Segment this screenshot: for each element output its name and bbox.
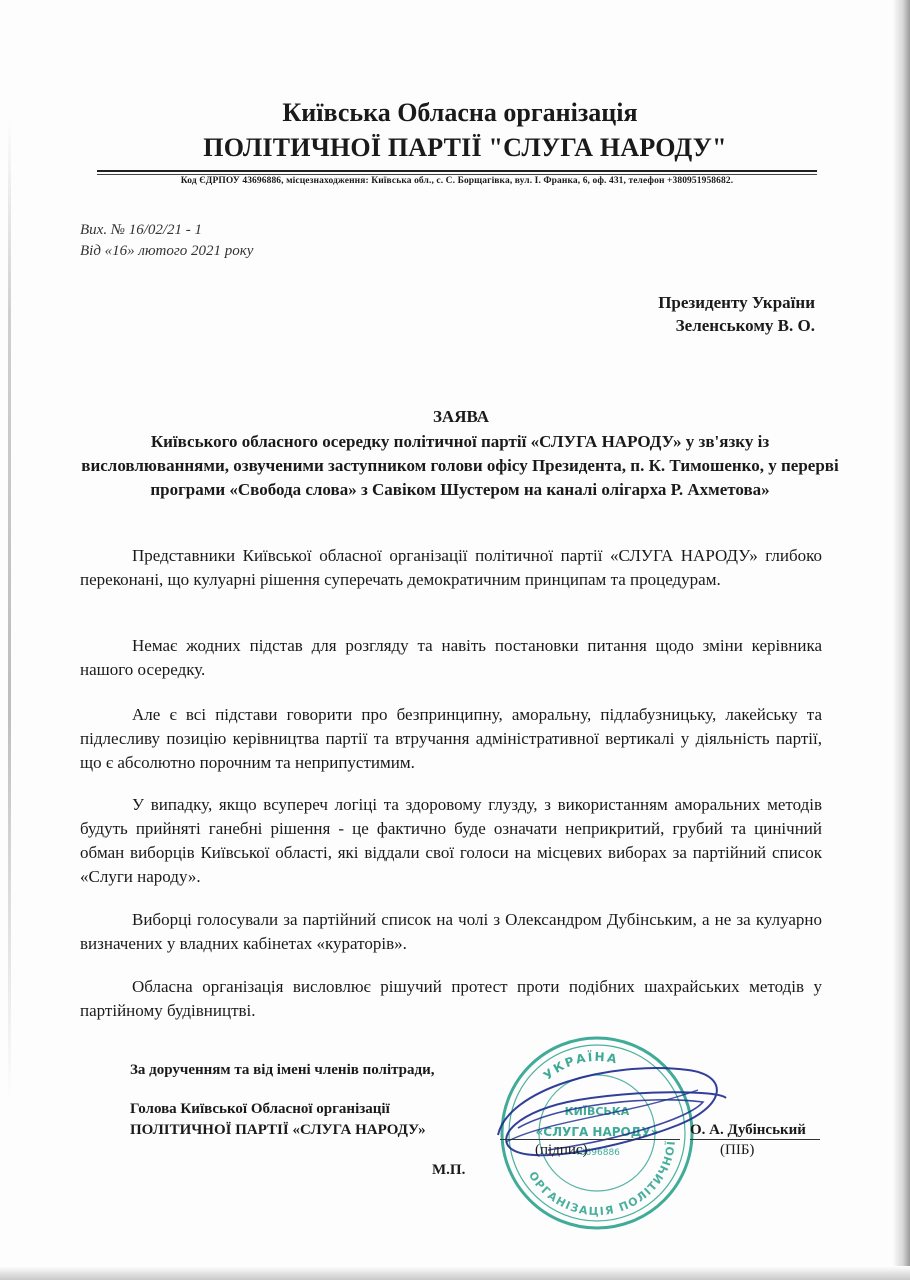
- stamp-bottom-text: ОРГАНІЗАЦІЯ ПОЛІТИЧНОЇ: [525, 1139, 678, 1219]
- letterhead-details: Код ЄДРПОУ 43696886, місцезнаходження: Київська обл., с. С. Борщагівка, вул. І. Франка, 6, оф. 431, телефон +380951958682.: [180, 176, 734, 186]
- stamp-center-text: «СЛУГА НАРОДУ»: [535, 1125, 659, 1139]
- stamp-top-text: УКРАЇНА: [540, 1049, 620, 1083]
- signatory-name: О. А. Дубінський: [690, 1122, 806, 1138]
- body-paragraph: Представники Київської обласної організації політичної партії «СЛУГА НАРОДУ» глибоко переконані, що кулуарні рішення суперечать демократичним принципам та процедурам.: [80, 546, 822, 589]
- signature-authority: За дорученням та від імені членів політради,: [130, 1062, 435, 1078]
- signatory-position: Голова Київської Обласної організації: [130, 1101, 390, 1117]
- body-paragraph: Обласна організація висловлює рішучий протест проти подібних шахрайських методів у партійному будівництві.: [80, 977, 822, 1020]
- handwritten-signature: [488, 1050, 733, 1180]
- scan-shadow-left: [8, 120, 11, 1100]
- body-paragraph: Немає жодних підстав для розгляду та навіть постановки питання щодо зміни керівника нашого осередку.: [80, 636, 822, 679]
- signature-line: [500, 1139, 680, 1140]
- outgoing-number: Вих. № 16/02/21 - 1: [80, 222, 203, 238]
- outgoing-date: Від «16» лютого 2021 року: [80, 243, 254, 259]
- scan-shadow-bottom: [0, 1266, 910, 1280]
- scan-shadow-right: [892, 0, 910, 1280]
- body-paragraph: Але є всі підстави говорити про безпринципну, аморальну, підлабузницьку, лакейську та підлесливу позицію керівництва партії та втручання адміністративної вертикалі у діяльність партії, що є абсолютно порочним та неприпустимим.: [80, 705, 822, 772]
- body-paragraph: У випадку, якщо всупереч логіці та здоровому глузду, з використанням аморальних методів будуть прийняті ганебні рішення - це фактично буде означати неприкритий, грубий та цинічний обман виборців Київської області, які віддали свої голоси на місцевих виборах за партійний список «Слуги народу».: [80, 795, 822, 886]
- name-label: (ПІБ): [720, 1142, 755, 1158]
- stamp-middle-text: КИЇВСЬКА: [564, 1105, 630, 1118]
- document-title: ЗАЯВА: [432, 407, 490, 426]
- stamp-code: 43696886: [574, 1148, 620, 1158]
- letterhead-party-name: ПОЛІТИЧНОЇ ПАРТІЇ "СЛУГА НАРОДУ": [203, 133, 727, 162]
- seal-place-label: М.П.: [432, 1162, 466, 1178]
- signature-label: (підпис): [535, 1142, 588, 1158]
- letterhead-rule: [97, 170, 817, 172]
- body-paragraph: Виборці голосували за партійний список на чолі з Олександром Дубінським, а не за кулуарно визначених у владних кабінетах «кураторів».: [80, 910, 822, 953]
- letterhead-org-name: Київська Обласна організація: [282, 98, 638, 127]
- letterhead-rule-thin: [97, 174, 817, 175]
- name-line: [690, 1139, 820, 1140]
- recipient-name: Зеленському В. О.: [675, 316, 815, 335]
- signatory-party: ПОЛІТИЧНОЇ ПАРТІЇ «СЛУГА НАРОДУ»: [130, 1122, 426, 1138]
- recipient-title: Президенту України: [658, 293, 815, 312]
- document-subject: Київського обласного осередку політичної партії «СЛУГА НАРОДУ» у зв'язку із висловлюваннями, озвученими заступником голови офісу Президента, п. К. Тимошенко, у перерві програми «Свобода слова» з Савіком Шустером на каналі олігарха Р. Ахметова»: [81, 432, 839, 499]
